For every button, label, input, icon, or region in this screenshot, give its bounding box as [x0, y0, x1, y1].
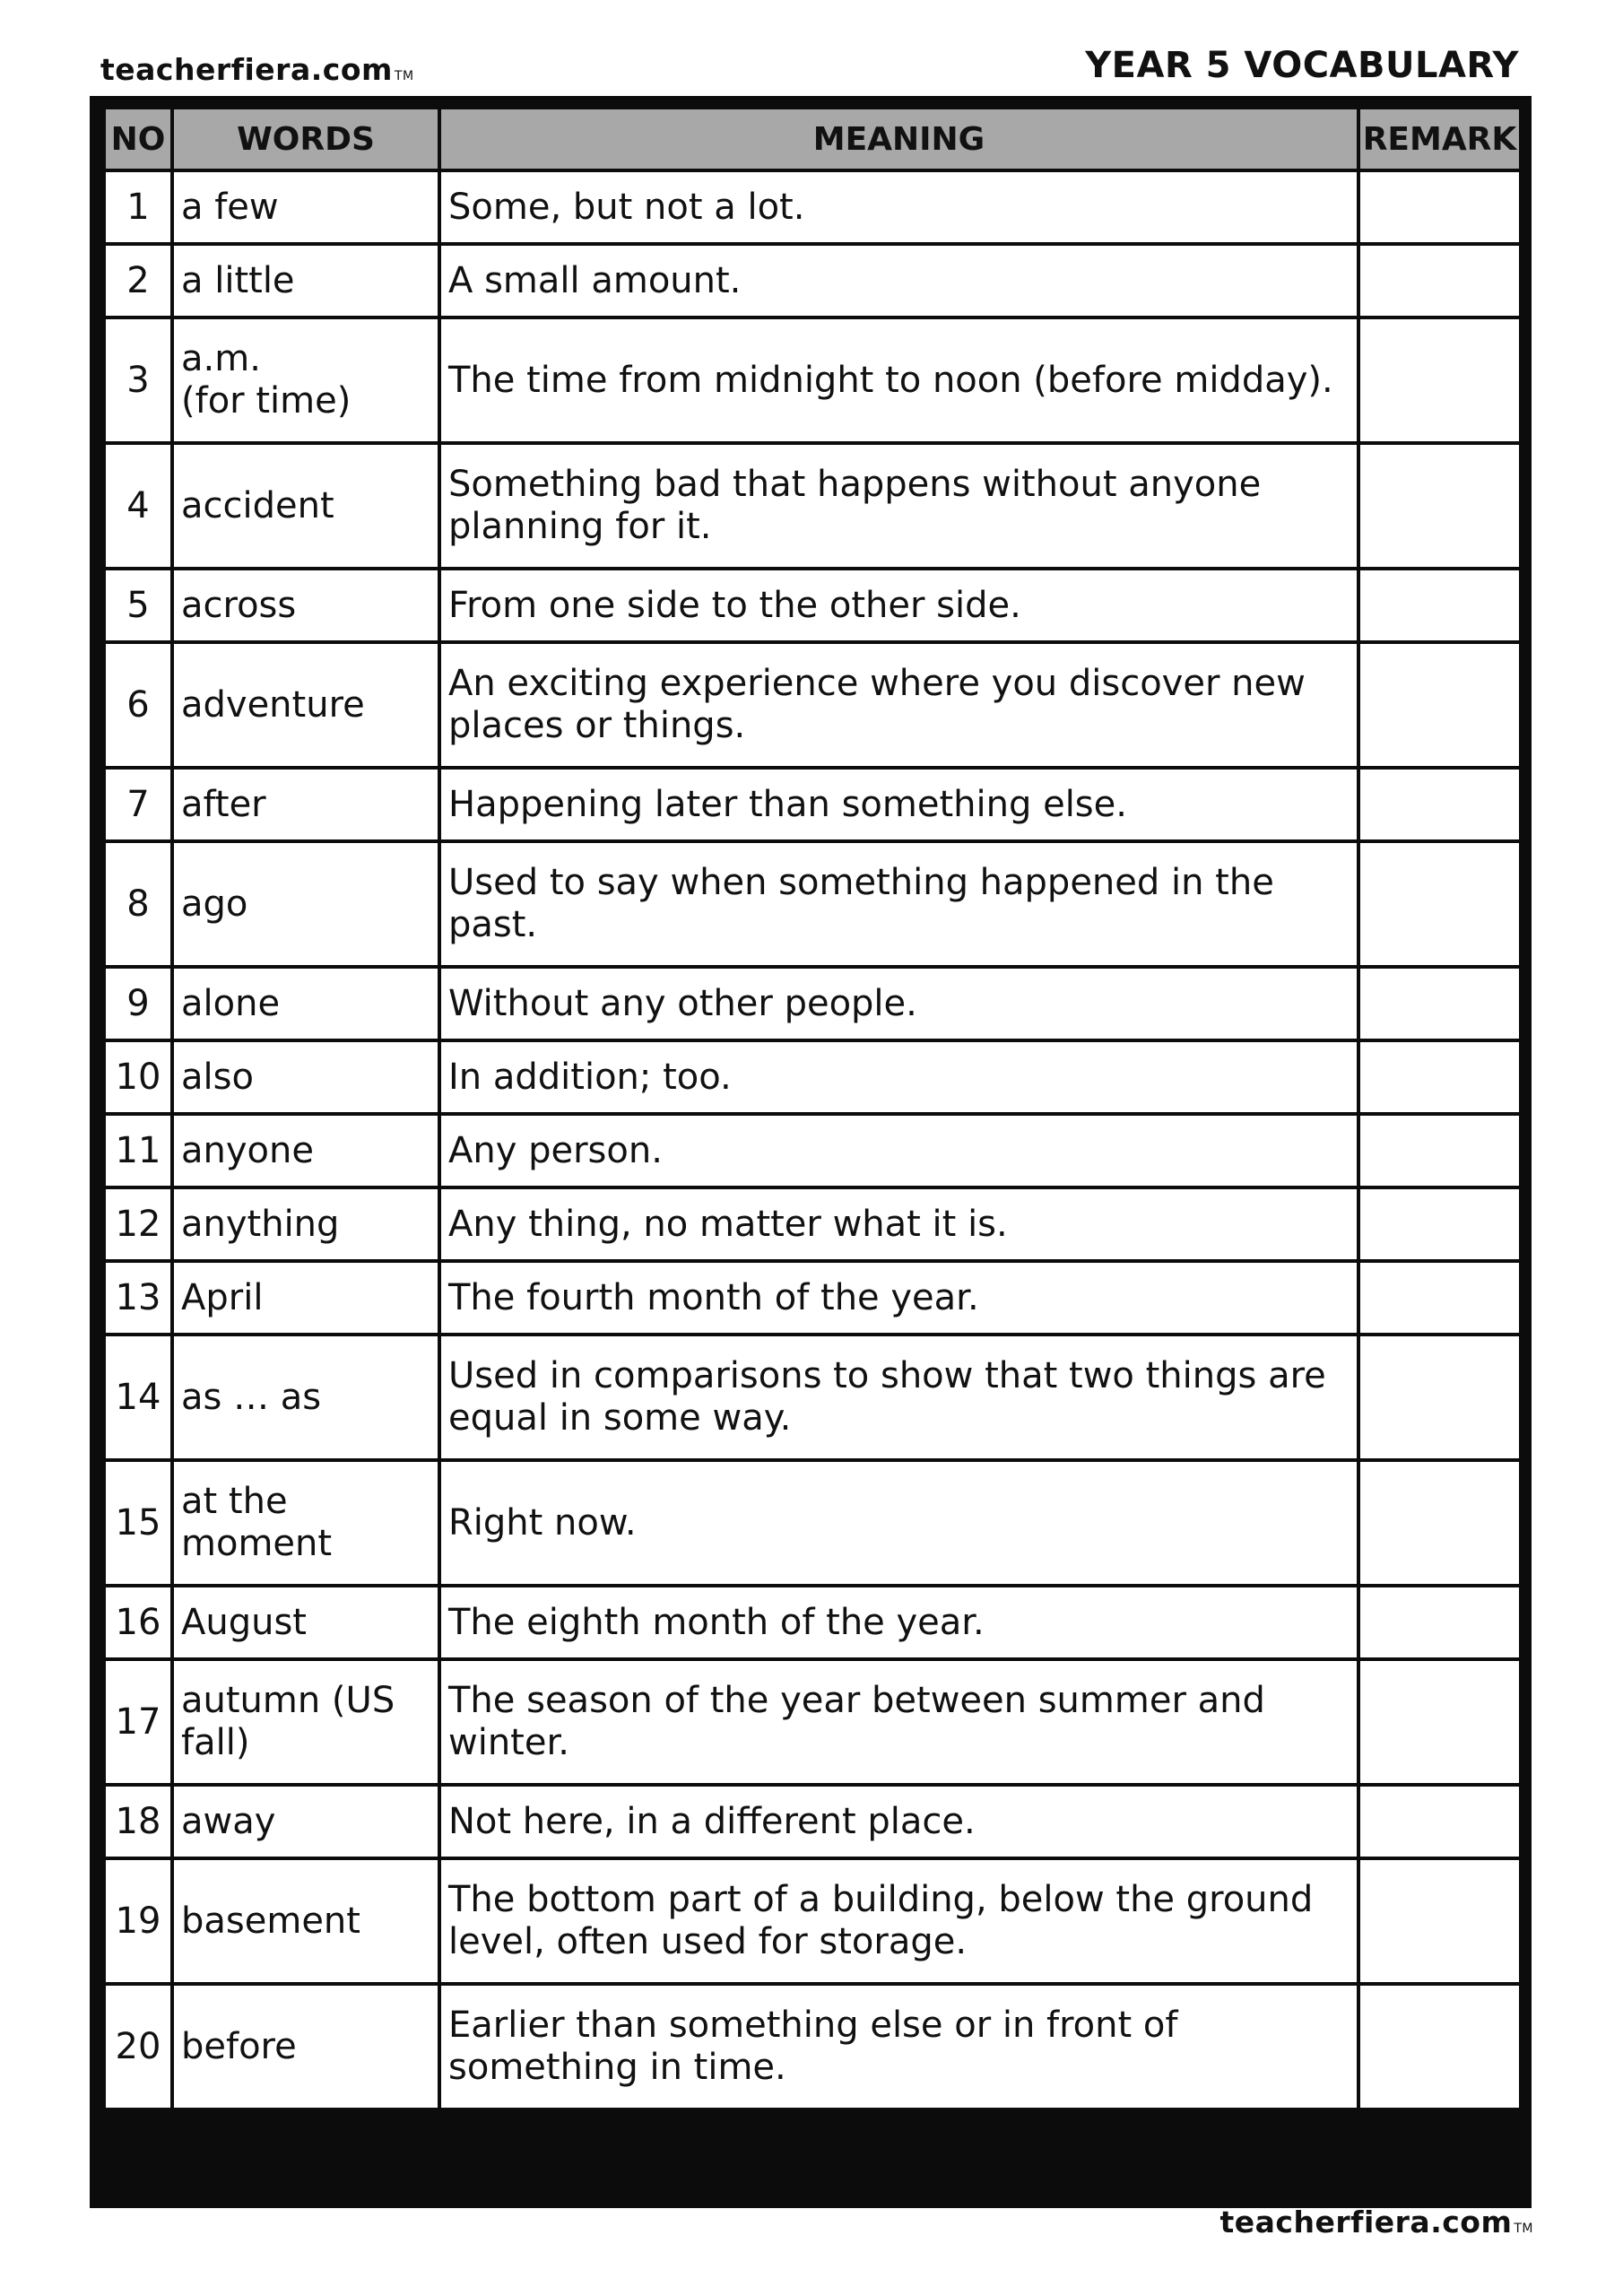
meaning-cell: Not here, in a different place. [439, 1785, 1358, 1858]
vocabulary-table [102, 106, 1523, 2111]
word-cell: anyone [172, 1114, 439, 1187]
meaning-cell: Any thing, no matter what it is. [439, 1187, 1358, 1261]
table-row [104, 642, 1521, 768]
table-row [104, 1586, 1521, 1659]
table-row [104, 1659, 1521, 1785]
row-number-cell: 4 [104, 443, 172, 569]
meaning-cell: Happening later than something else. [439, 768, 1358, 841]
remark-cell [1358, 1785, 1521, 1858]
meaning-cell: Used in comparisons to show that two things are equal in some way. [439, 1335, 1358, 1460]
remark-cell [1358, 170, 1521, 244]
meaning-cell: Any person. [439, 1114, 1358, 1187]
remark-cell [1358, 768, 1521, 841]
table-row [104, 768, 1521, 841]
meaning-cell: In addition; too. [439, 1040, 1358, 1114]
column-header-meaning: MEANING [439, 108, 1358, 170]
remark-cell [1358, 1114, 1521, 1187]
remark-cell [1358, 1460, 1521, 1586]
row-number-cell: 18 [104, 1785, 172, 1858]
meaning-cell: Without any other people. [439, 967, 1358, 1040]
column-header-remark: REMARK [1358, 108, 1521, 170]
word-cell: autumn (US fall) [172, 1659, 439, 1785]
meaning-cell: The time from midnight to noon (before midday). [439, 317, 1358, 443]
word-cell: ago [172, 841, 439, 967]
remark-cell [1358, 1984, 1521, 2109]
table-row [104, 841, 1521, 967]
table-row [104, 1261, 1521, 1335]
row-number-cell: 17 [104, 1659, 172, 1785]
row-number-cell: 1 [104, 170, 172, 244]
table-row [104, 1187, 1521, 1261]
meaning-cell: The season of the year between summer and winter. [439, 1659, 1358, 1785]
meaning-cell: The eighth month of the year. [439, 1586, 1358, 1659]
word-cell: a little [172, 244, 439, 317]
word-cell: a few [172, 170, 439, 244]
remark-cell [1358, 642, 1521, 768]
word-cell: adventure [172, 642, 439, 768]
meaning-cell: A small amount. [439, 244, 1358, 317]
remark-cell [1358, 1659, 1521, 1785]
table-row [104, 244, 1521, 317]
column-header-words: WORDS [172, 108, 439, 170]
row-number-cell: 14 [104, 1335, 172, 1460]
brand-logo-top: teacherfiera.com TM [100, 52, 414, 87]
table-row [104, 1785, 1521, 1858]
word-cell: across [172, 569, 439, 642]
table-row [104, 1114, 1521, 1187]
row-number-cell: 8 [104, 841, 172, 967]
remark-cell [1358, 967, 1521, 1040]
word-cell: alone [172, 967, 439, 1040]
word-cell: accident [172, 443, 439, 569]
row-number-cell: 6 [104, 642, 172, 768]
word-cell: after [172, 768, 439, 841]
trademark-mark: TM [394, 69, 414, 83]
table-row [104, 170, 1521, 244]
remark-cell [1358, 1040, 1521, 1114]
table-row [104, 967, 1521, 1040]
word-cell: also [172, 1040, 439, 1114]
remark-cell [1358, 1187, 1521, 1261]
row-number-cell: 10 [104, 1040, 172, 1114]
table-header-row [104, 108, 1521, 170]
table-row [104, 1460, 1521, 1586]
remark-cell [1358, 841, 1521, 967]
table-row [104, 317, 1521, 443]
remark-cell [1358, 1335, 1521, 1460]
word-cell: away [172, 1785, 439, 1858]
row-number-cell: 9 [104, 967, 172, 1040]
meaning-cell: Used to say when something happened in the past. [439, 841, 1358, 967]
row-number-cell: 11 [104, 1114, 172, 1187]
meaning-cell: Some, but not a lot. [439, 170, 1358, 244]
word-cell: as … as [172, 1335, 439, 1460]
word-cell: a.m. (for time) [172, 317, 439, 443]
column-header-no: NO [104, 108, 172, 170]
brand-logo-bottom: teacherfiera.com TM [1219, 2205, 1533, 2239]
trademark-mark: TM [1514, 2222, 1533, 2236]
vocabulary-sheet [90, 96, 1532, 2208]
meaning-cell: Earlier than something else or in front of something in time. [439, 1984, 1358, 2109]
meaning-cell: Right now. [439, 1460, 1358, 1586]
word-cell: basement [172, 1858, 439, 1984]
word-cell: at the moment [172, 1460, 439, 1586]
meaning-cell: The bottom part of a building, below the ground level, often used for storage. [439, 1858, 1358, 1984]
meaning-cell: Something bad that happens without anyone planning for it. [439, 443, 1358, 569]
word-cell: anything [172, 1187, 439, 1261]
remark-cell [1358, 1586, 1521, 1659]
remark-cell [1358, 244, 1521, 317]
remark-cell [1358, 317, 1521, 443]
table-row [104, 1858, 1521, 1984]
table-row [104, 443, 1521, 569]
meaning-cell: An exciting experience where you discover new places or things. [439, 642, 1358, 768]
row-number-cell: 7 [104, 768, 172, 841]
row-number-cell: 3 [104, 317, 172, 443]
row-number-cell: 12 [104, 1187, 172, 1261]
row-number-cell: 16 [104, 1586, 172, 1659]
word-cell: August [172, 1586, 439, 1659]
row-number-cell: 15 [104, 1460, 172, 1586]
table-row [104, 1984, 1521, 2109]
table-row [104, 569, 1521, 642]
table-row [104, 1335, 1521, 1460]
row-number-cell: 19 [104, 1858, 172, 1984]
page-title: YEAR 5 VOCABULARY [1085, 45, 1519, 86]
table-row [104, 1040, 1521, 1114]
meaning-cell: The fourth month of the year. [439, 1261, 1358, 1335]
row-number-cell: 13 [104, 1261, 172, 1335]
remark-cell [1358, 1858, 1521, 1984]
meaning-cell: From one side to the other side. [439, 569, 1358, 642]
row-number-cell: 5 [104, 569, 172, 642]
remark-cell [1358, 1261, 1521, 1335]
remark-cell [1358, 569, 1521, 642]
word-cell: before [172, 1984, 439, 2109]
remark-cell [1358, 443, 1521, 569]
row-number-cell: 2 [104, 244, 172, 317]
word-cell: April [172, 1261, 439, 1335]
row-number-cell: 20 [104, 1984, 172, 2109]
